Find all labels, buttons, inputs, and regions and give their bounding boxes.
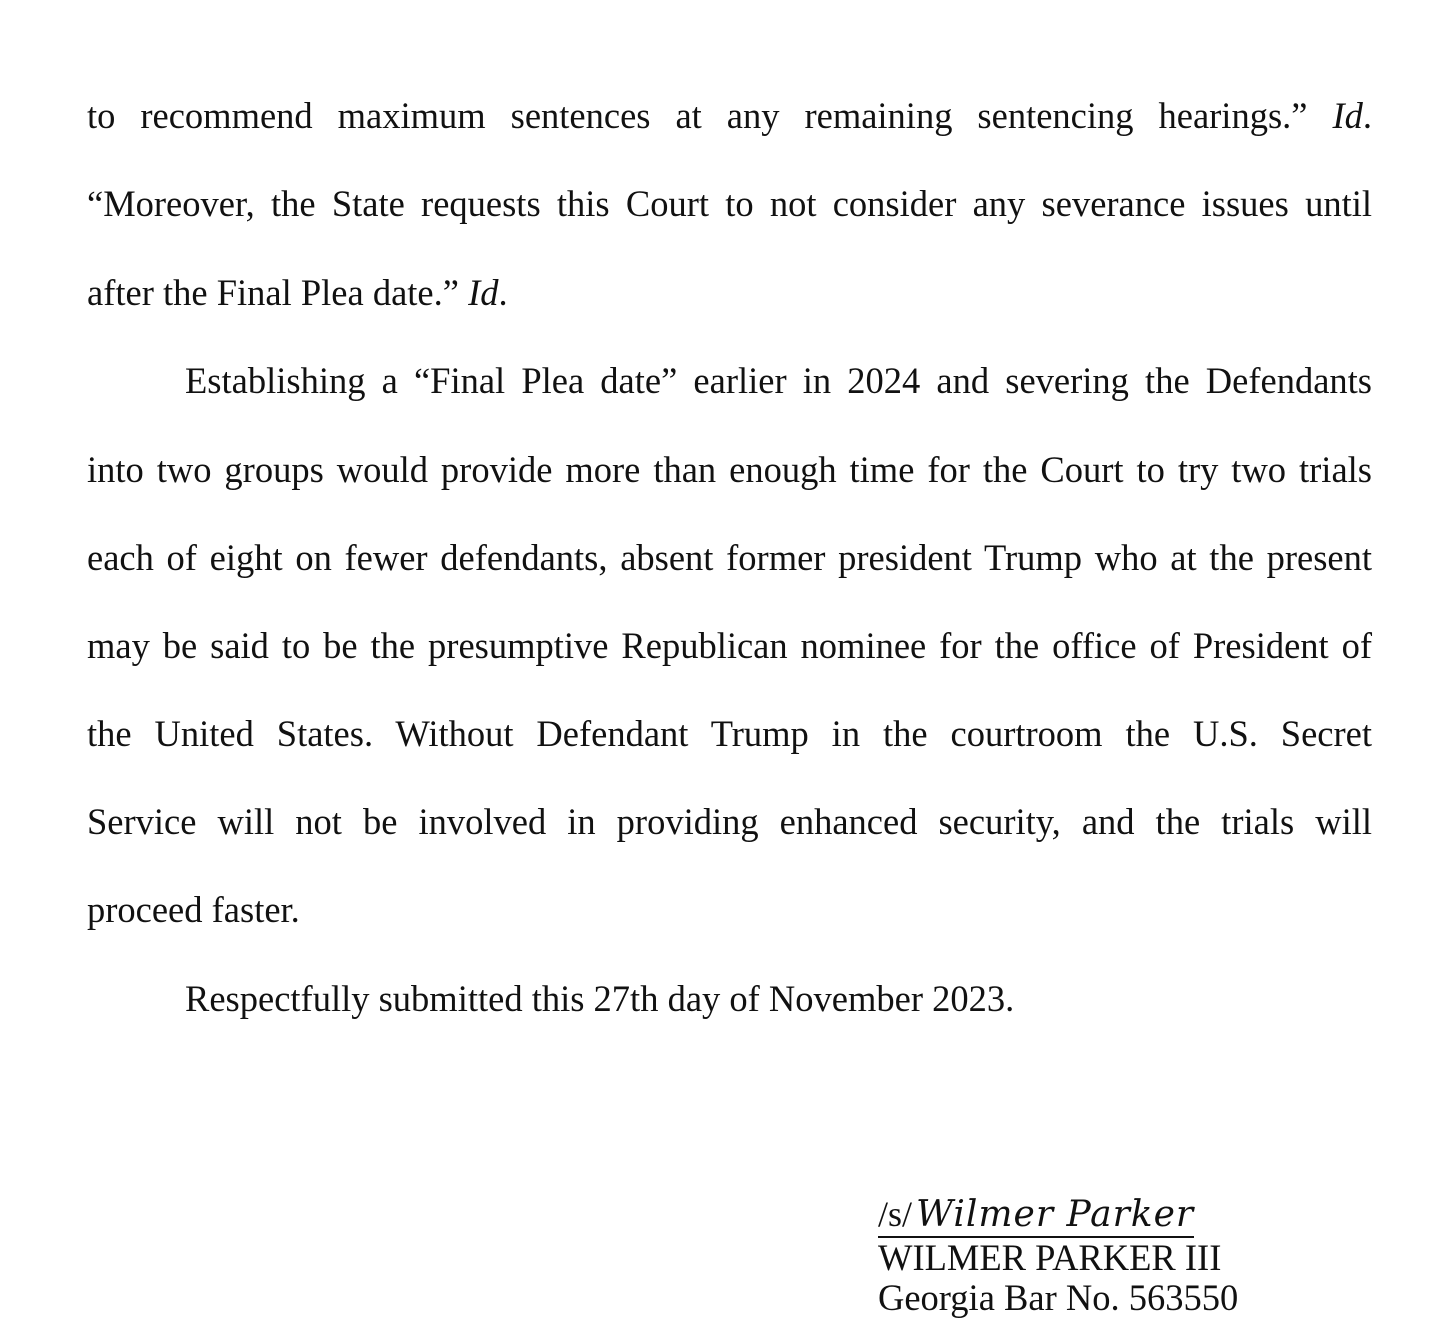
body-text-line: may be said to be the presumptive Republican nominee for the office of President of (87, 625, 1372, 666)
signer-bar-number: Georgia Bar No. 563550 (878, 1277, 1239, 1318)
citation-id: Id (1332, 95, 1363, 136)
body-text-line: “Moreover, the State requests this Court to not consider any severance issues until (87, 183, 1372, 224)
body-text-line: each of eight on fewer defendants, absent former president Trump who at the present (87, 537, 1372, 578)
signature-line (878, 1194, 1194, 1238)
signature-script-name: Wilmer Parker (916, 1194, 1195, 1235)
body-text-line: proceed faster. (87, 889, 300, 930)
submission-date-line: Respectfully submitted this 27th day of November 2023. (185, 978, 1015, 1019)
body-text-line: Establishing a “Final Plea date” earlier in 2024 and severing the Defendants (185, 360, 1372, 401)
line-text: to recommend maximum sentences at any remaining sentencing hearings.” (87, 95, 1308, 136)
signer-printed-name: WILMER PARKER III (878, 1237, 1222, 1278)
punctuation: . (1362, 95, 1372, 136)
body-text-line: into two groups would provide more than enough time for the Court to try two trials (87, 449, 1372, 490)
punctuation: . (498, 272, 508, 313)
body-text-line: the United States. Without Defendant Trump in the courtroom the U.S. Secret (87, 713, 1372, 754)
body-text-line: Service will not be involved in providing enhanced security, and the trials will (87, 801, 1372, 842)
signature-prefix: /s/ (878, 1194, 913, 1234)
body-text-line (87, 94, 1372, 138)
line-text: after the Final Plea date.” (87, 272, 459, 313)
body-text-line (87, 271, 1372, 315)
citation-id: Id (468, 272, 499, 313)
signature-block (878, 1194, 1298, 1318)
